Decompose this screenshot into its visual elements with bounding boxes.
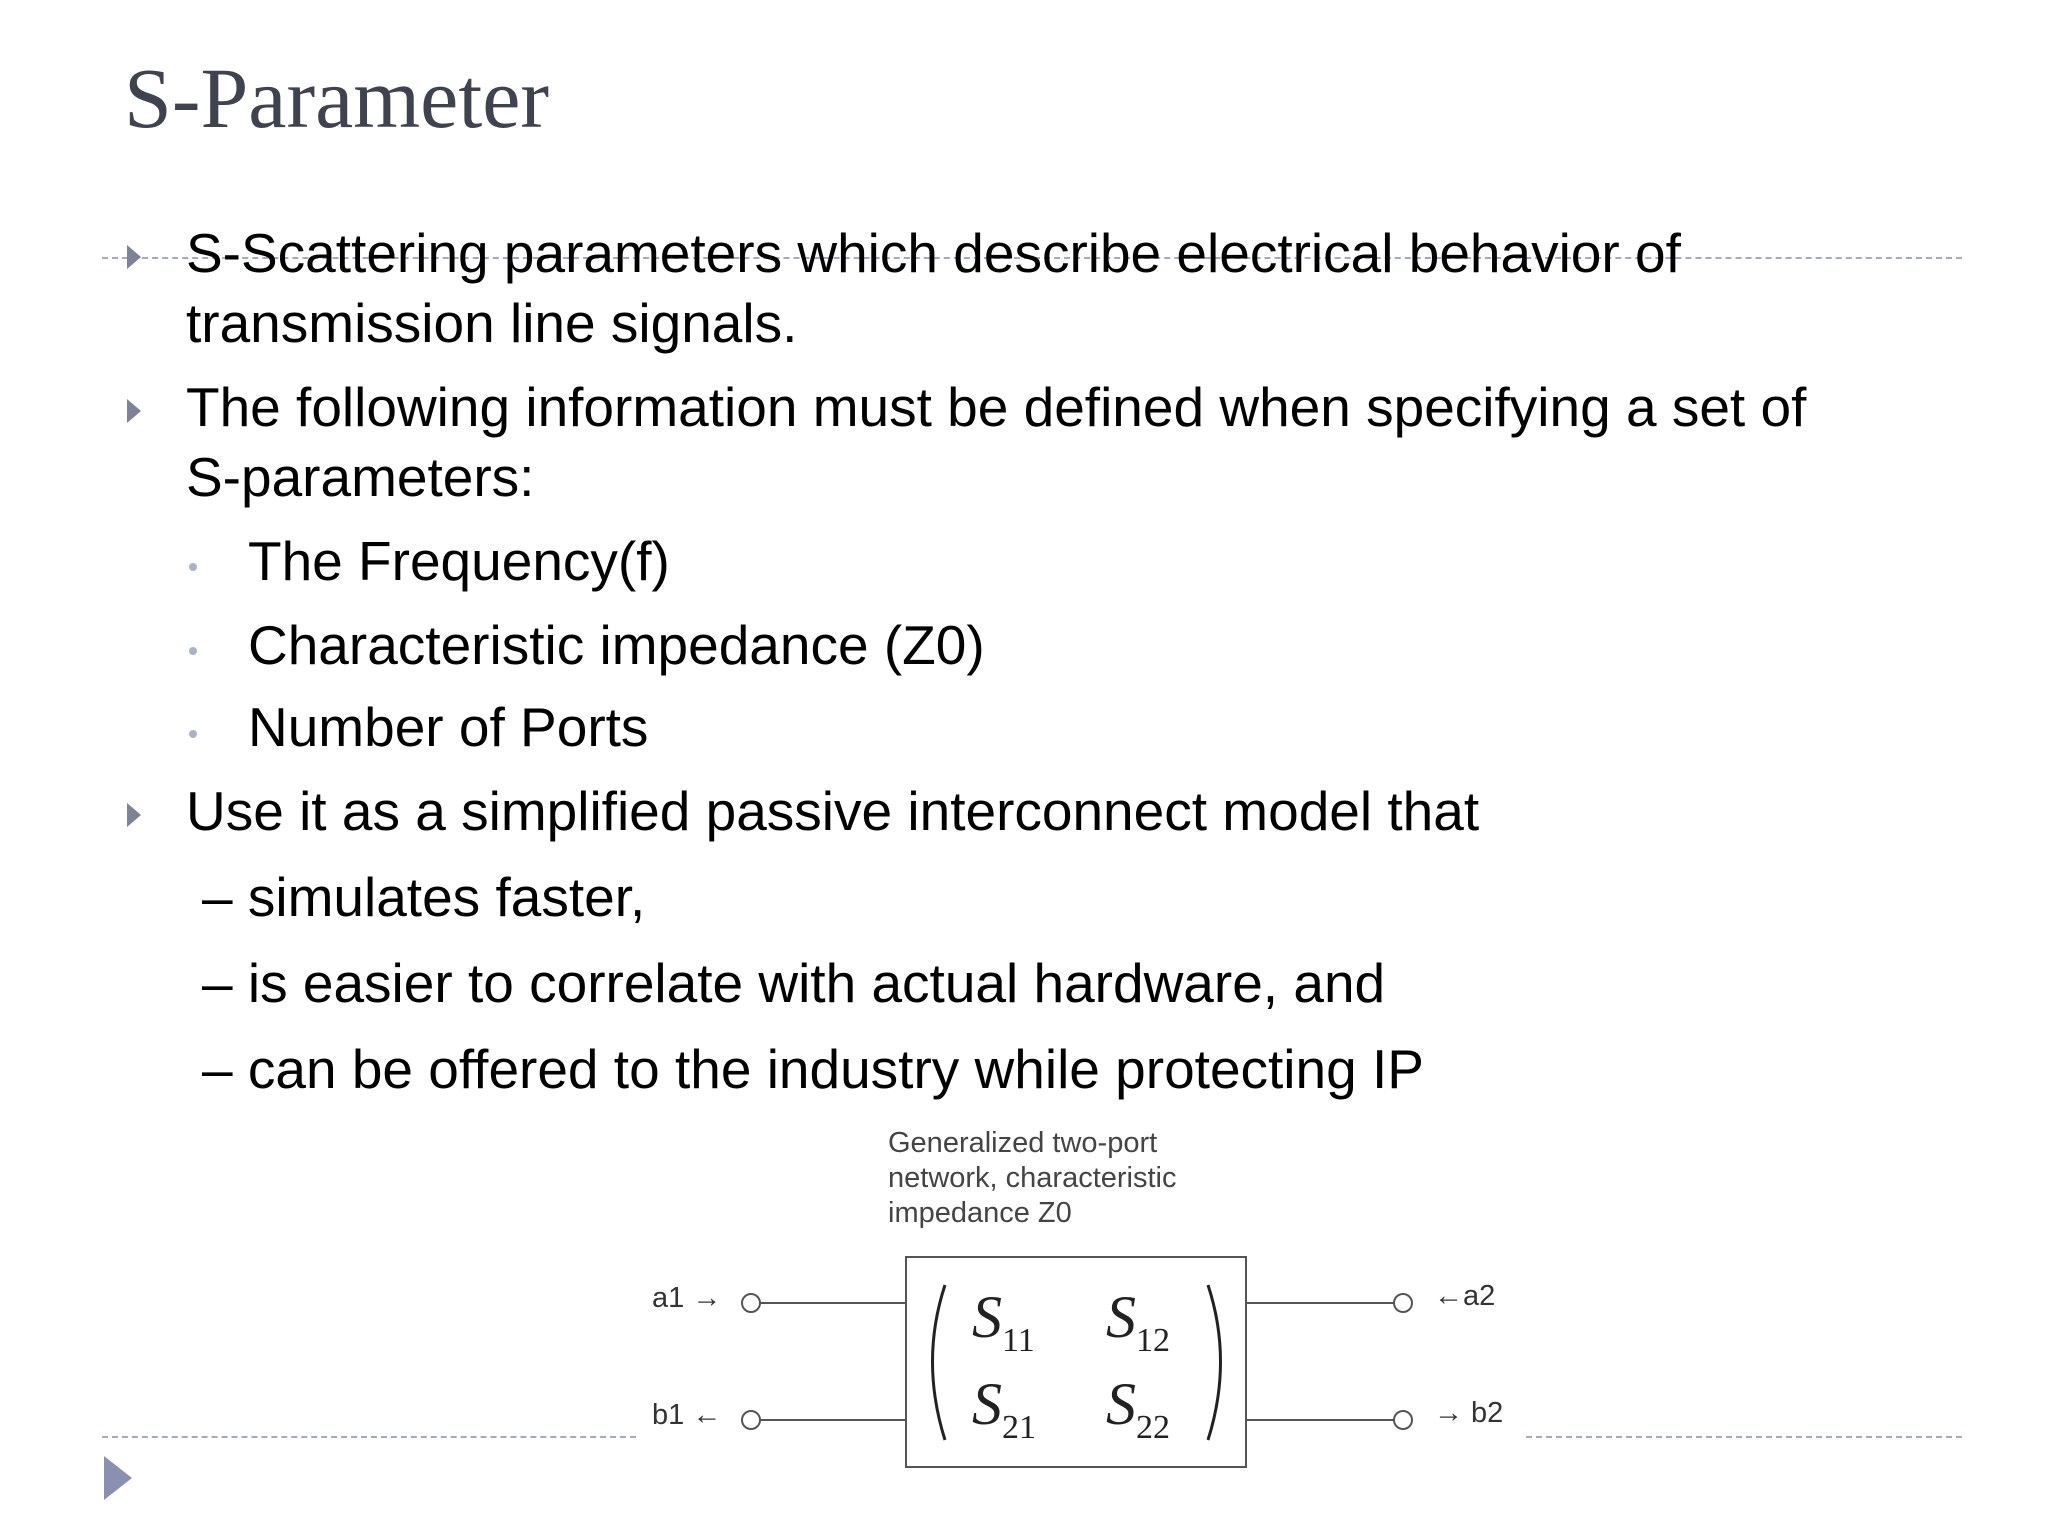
port-label-b2: → b2: [1434, 1397, 1504, 1429]
terminal-a1: [742, 1294, 760, 1312]
corner-triangle-icon: [104, 1456, 132, 1500]
diagram-caption-line-3: impedance Z0: [888, 1197, 1072, 1229]
diagram-caption-line-2: network, characteristic: [888, 1162, 1177, 1194]
bullet-arrow-icon: [127, 399, 141, 423]
bullet-arrow-icon: [127, 245, 141, 269]
terminal-b2: [1394, 1411, 1412, 1429]
matrix-s12-symbol: S: [1106, 1284, 1136, 1350]
sub-bullet-ports: Number of Ports: [248, 696, 649, 758]
matrix-s21-symbol: S: [972, 1371, 1002, 1437]
matrix-s21-index: 21: [1002, 1409, 1036, 1446]
sub-bullet-dot-icon: [189, 563, 197, 571]
dash-item-correlate: – is easier to correlate with actual hardware, and: [202, 952, 1386, 1014]
bullet-1-line-2: transmission line signals.: [186, 292, 798, 354]
sub-bullet-dot-icon: [189, 647, 197, 655]
matrix-s21: [972, 1370, 1036, 1447]
left-paren: [933, 1285, 946, 1440]
bullet-arrow-icon: [127, 803, 141, 827]
right-paren: [1208, 1285, 1221, 1440]
bullet-1-line-1: S-Scattering parameters which describe electrical behavior of: [186, 222, 1681, 284]
terminal-a2: [1394, 1294, 1412, 1312]
matrix-s22-index: 22: [1136, 1409, 1170, 1446]
network-box: [906, 1257, 1246, 1467]
diagram-caption-line-1: Generalized two-port: [888, 1127, 1158, 1159]
port-label-a1: a1 →: [652, 1282, 722, 1314]
matrix-s11-index: 11: [1002, 1322, 1035, 1359]
bottom-divider-right: [1526, 1436, 1962, 1438]
matrix-s11: [972, 1283, 1035, 1360]
dash-item-simulates: – simulates faster,: [202, 866, 646, 928]
matrix-s12: [1106, 1283, 1170, 1360]
bullet-2-line-1: The following information must be defined when specifying a set of: [186, 376, 1807, 438]
sub-bullet-impedance: Characteristic impedance (Z0): [248, 614, 985, 676]
two-port-network-diagram: [620, 1240, 1540, 1480]
port-label-a2: ←a2: [1434, 1280, 1496, 1312]
dash-item-protecting: – can be offered to the industry while protecting IP: [202, 1038, 1424, 1100]
terminal-b1: [742, 1411, 760, 1429]
matrix-s22: [1106, 1370, 1170, 1447]
bottom-divider-left: [102, 1436, 636, 1438]
bullet-2-line-2: S-parameters:: [186, 446, 535, 508]
slide-title: S-Parameter: [124, 50, 550, 146]
matrix-s12-index: 12: [1136, 1322, 1170, 1359]
matrix-s11-symbol: S: [972, 1284, 1002, 1350]
sub-bullet-dot-icon: [189, 730, 197, 738]
port-label-b1: b1 ←: [652, 1399, 722, 1431]
matrix-s22-symbol: S: [1106, 1371, 1136, 1437]
bullet-3: Use it as a simplified passive interconnect model that: [186, 780, 1480, 842]
sub-bullet-frequency: The Frequency(f): [248, 530, 670, 592]
